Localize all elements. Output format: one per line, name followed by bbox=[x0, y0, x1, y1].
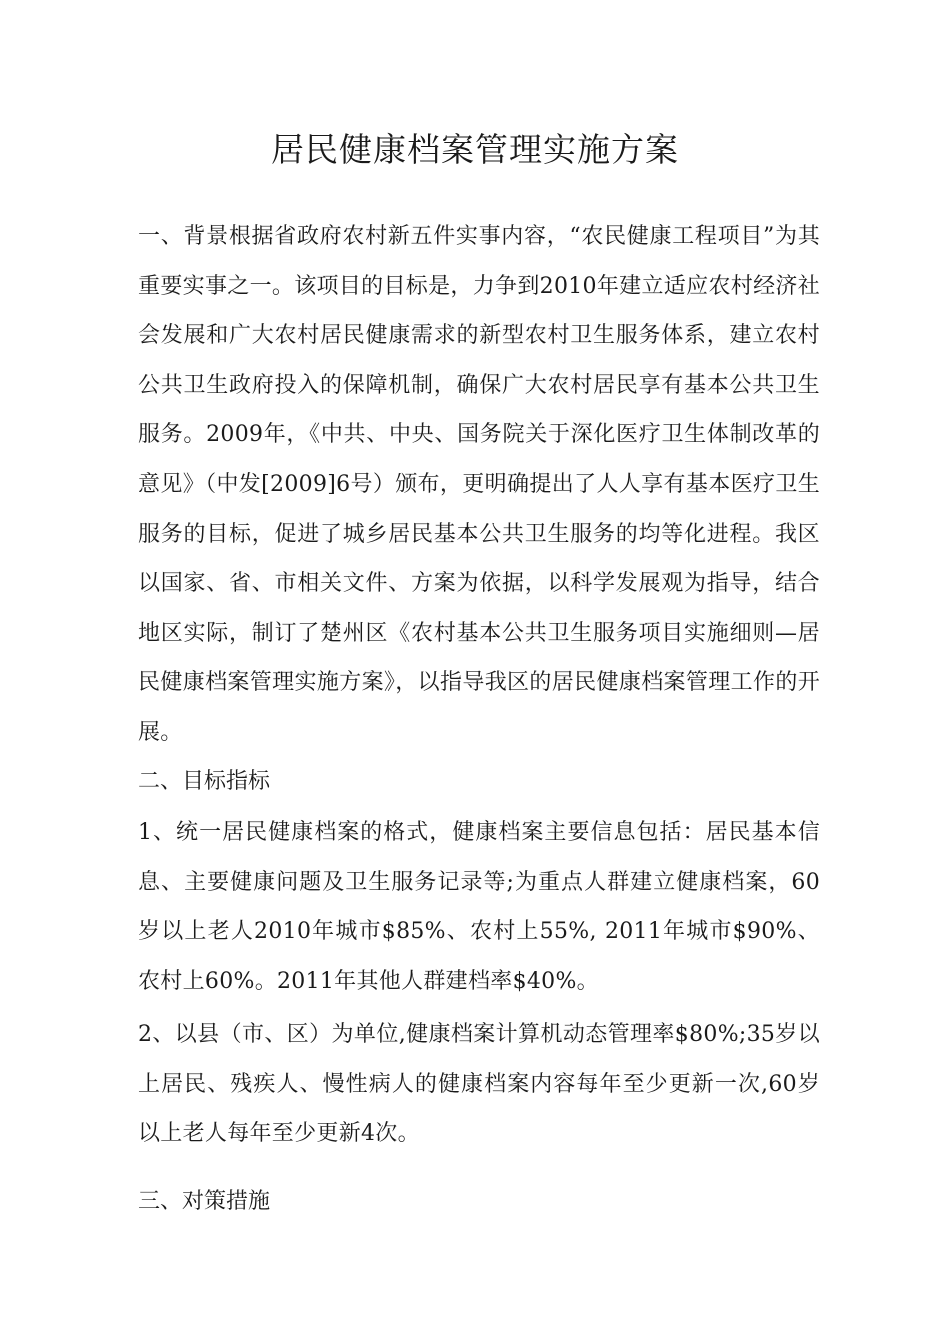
goal-item-1: 1、统一居民健康档案的格式，健康档案主要信息包括：居民基本信息、主要健康问题及卫生服务记录等;为重点人群建立健康档案，60岁以上老人2010年城市$85%、农村上55%, 2011年城市$90%、农村上60%。2011年其他人群建档率$40%。 bbox=[138, 820, 820, 994]
background-paragraph: 一、背景根据省政府农村新五件实事内容，“农民健康工程项目”为其重要实事之一。该项目的目标是，力争到2010年建立适应农村经济社会发展和广大农村居民健康需求的新型农村卫生服务体系，建立农村公共卫生政府投入的保障机制，确保广大农村居民享有基本公共卫生服务。2009年，《中共、中央、国务院关于深化医疗卫生体制改革的意见》（中发[2009]6号）颁布，更明确提出了人人享有基本医疗卫生服务的目标，促进了城乡居民基本公共卫生服务的均等化进程。我区以国家、省、市相关文件、方案为依据，以科学发展观为指导，结合地区实际，制订了楚州区《农村基本公共卫生服务项目实施细则—居民健康档案管理实施方案》，以指导我区的居民健康档案管理工作的开展。 bbox=[138, 224, 820, 745]
document-title: 居民健康档案管理实施方案 bbox=[271, 130, 679, 169]
section-heading-goals: 二、目标指标 bbox=[138, 769, 271, 794]
section-heading-measures: 三、对策措施 bbox=[138, 1189, 271, 1214]
goal-item-2: 2、以县（市、区）为单位,健康档案计算机动态管理率$80%;35岁以上居民、残疾人、慢性病人的健康档案内容每年至少更新一次,60岁以上老人每年至少更新4次。 bbox=[138, 1022, 820, 1147]
